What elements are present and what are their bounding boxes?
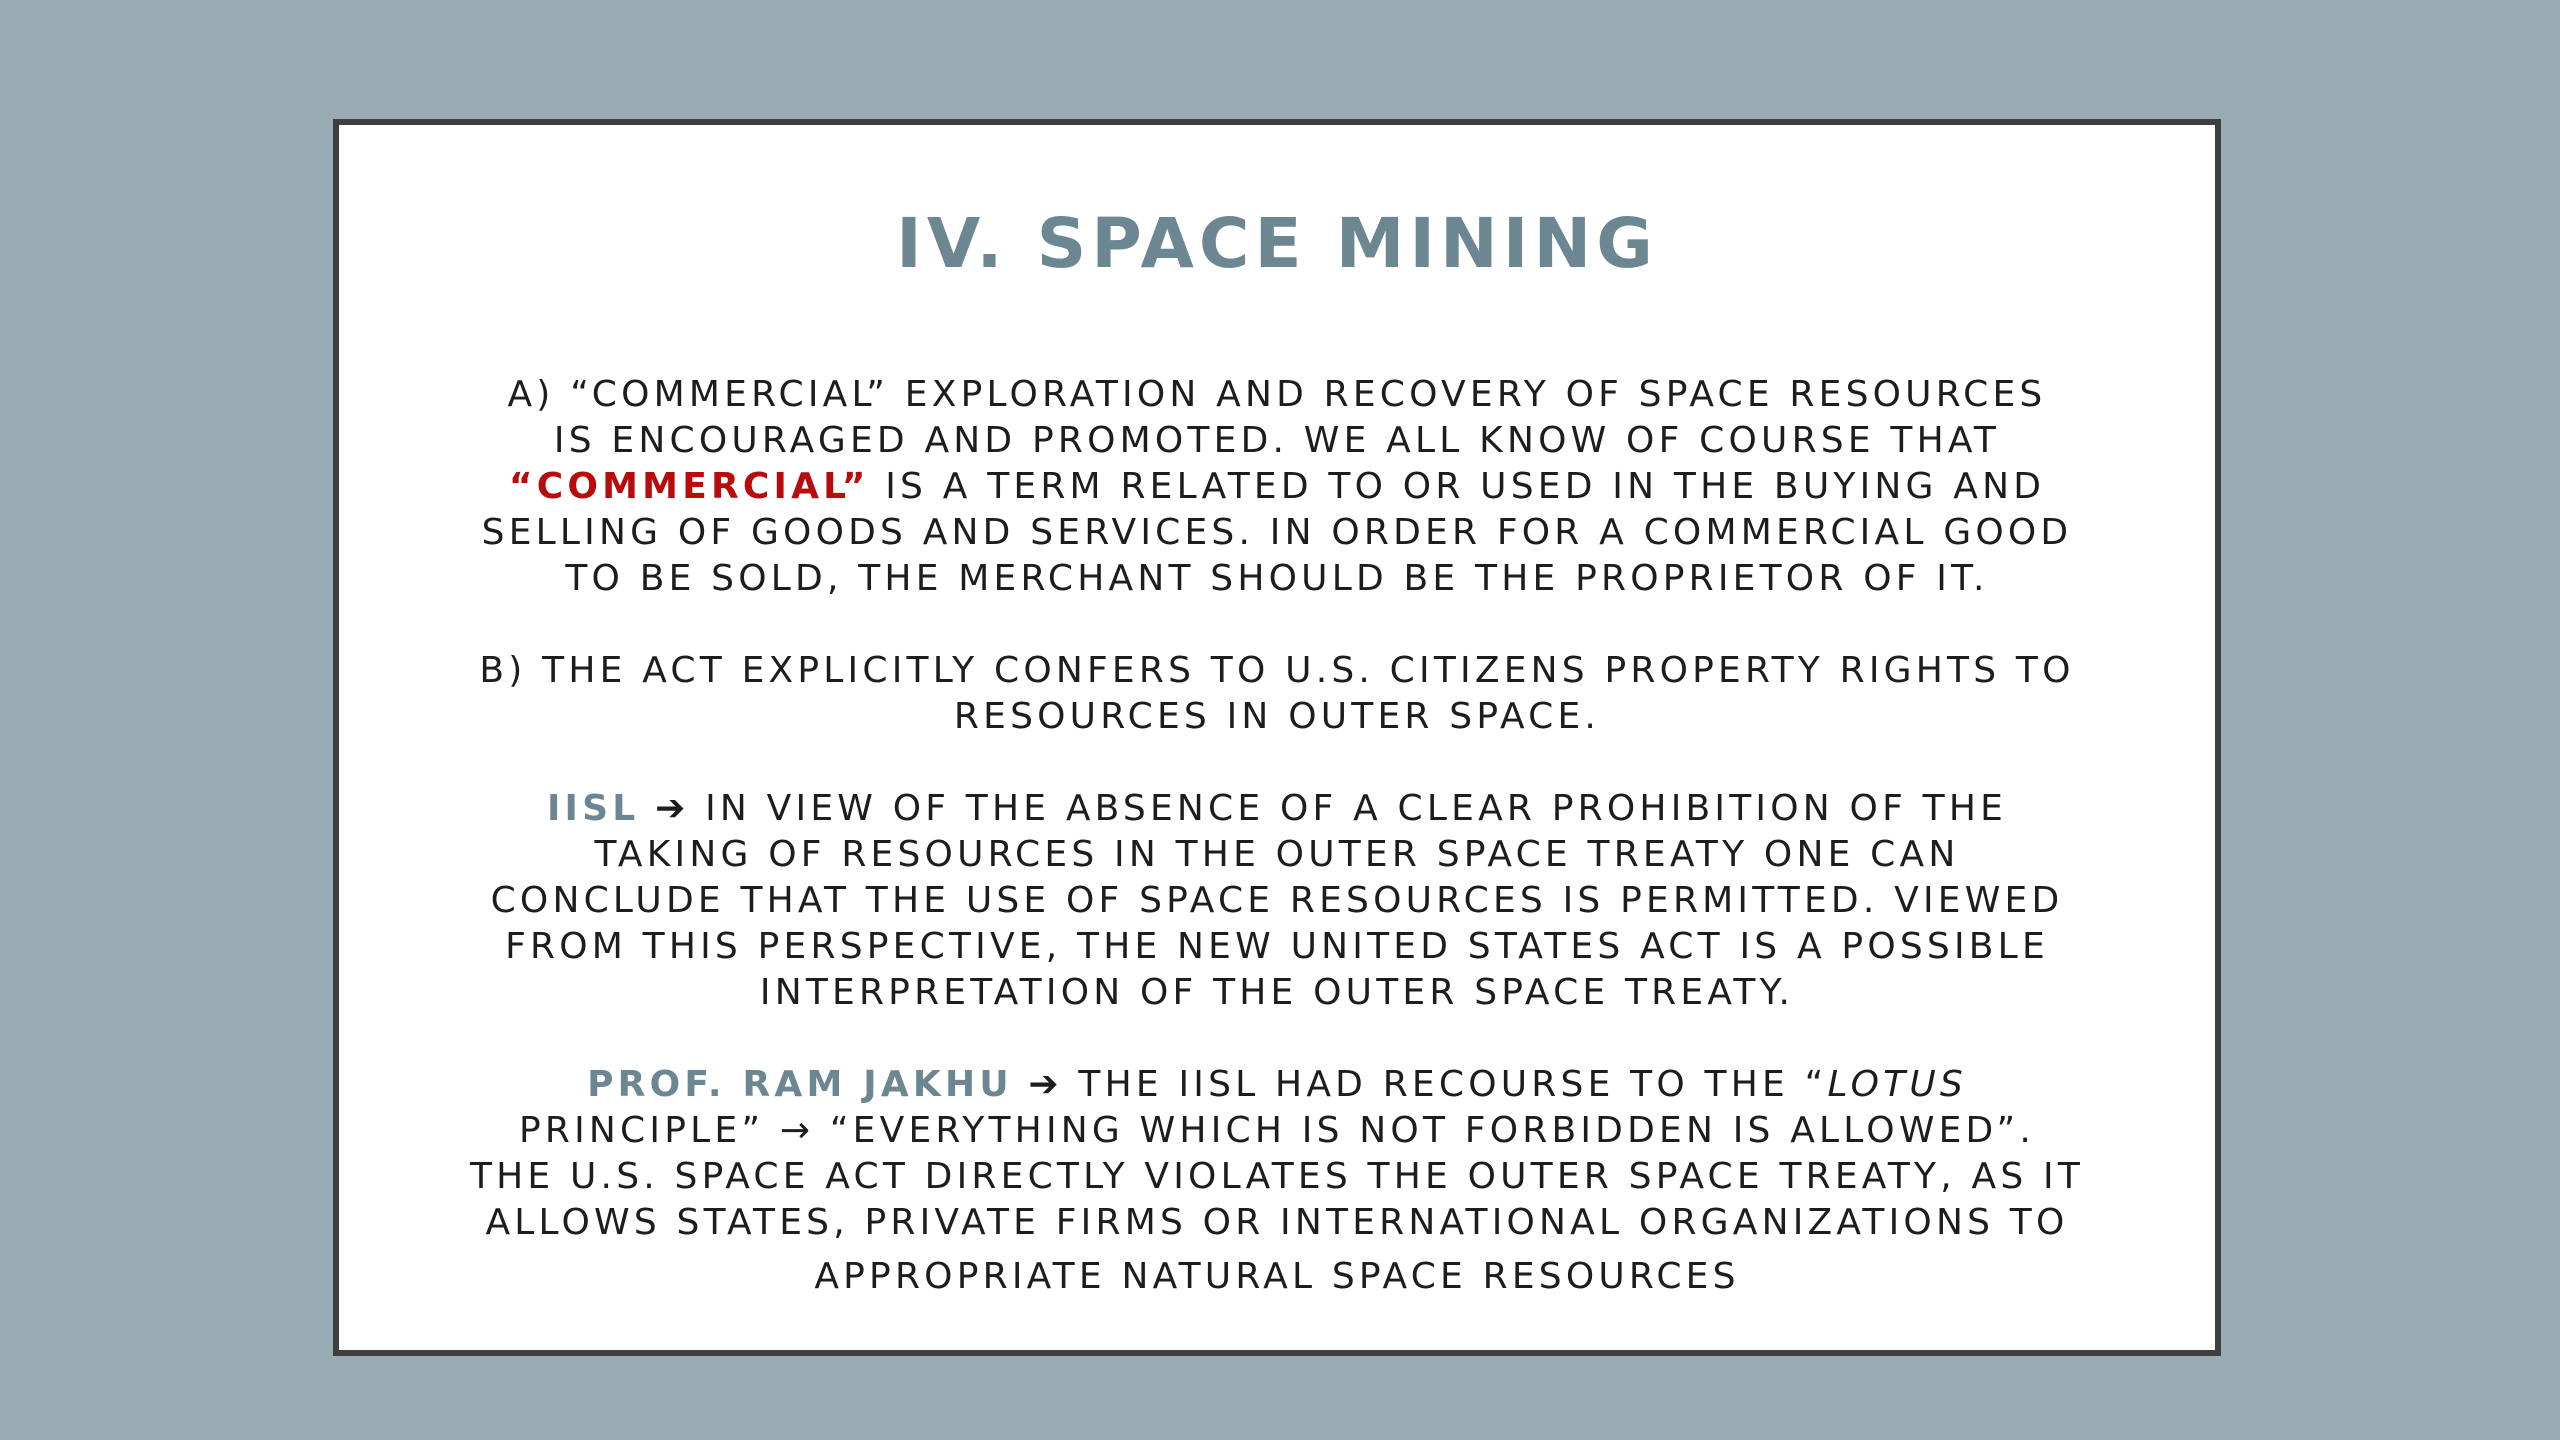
paragraph-a-line-3: [379, 464, 2175, 510]
paragraph-iisl-line-5: INTERPRETATION OF THE OUTER SPACE TREATY.: [759, 972, 1795, 1013]
paragraph-iisl-line-3: CONCLUDE THAT THE USE OF SPACE RESOURCES IS PERMITTED. VIEWED: [490, 880, 2064, 921]
right-arrow-icon: ➔: [655, 788, 690, 829]
paragraph-jakhu-line-1: [379, 1062, 2175, 1108]
paragraph-jakhu-line-1-rest: THE IISL HAD RECOURSE TO THE “: [1062, 1064, 1828, 1105]
paragraph-iisl: [379, 786, 2175, 1016]
paragraph-jakhu: [379, 1062, 2175, 1300]
paragraph-a-line-1: A) “COMMERCIAL” EXPLORATION AND RECOVERY OF SPACE RESOURCES: [507, 374, 2047, 415]
paragraph-a-line-5: TO BE SOLD, THE MERCHANT SHOULD BE THE PROPRIETOR OF IT.: [565, 558, 1989, 599]
paragraph-jakhu-line-2: PRINCIPLE” → “EVERYTHING WHICH IS NOT FORBIDDEN IS ALLOWED”.: [518, 1110, 2036, 1151]
jakhu-label: PROF. RAM JAKHU: [587, 1064, 1013, 1105]
slide-frame: [333, 119, 2221, 1356]
iisl-label: IISL: [546, 788, 640, 829]
paragraph-jakhu-line-4: ALLOWS STATES, PRIVATE FIRMS OR INTERNATIONAL ORGANIZATIONS TO: [485, 1202, 2069, 1243]
paragraph-a-line-4: SELLING OF GOODS AND SERVICES. IN ORDER FOR A COMMERCIAL GOOD: [481, 512, 2073, 553]
paragraph-jakhu-line-5: APPROPRIATE NATURAL SPACE RESOURCES: [814, 1256, 1740, 1297]
paragraph-a-line-2: IS ENCOURAGED AND PROMOTED. WE ALL KNOW OF COURSE THAT: [553, 420, 2001, 461]
paragraph-iisl-line-1: [379, 786, 2175, 832]
paragraph-jakhu-line-3: THE U.S. SPACE ACT DIRECTLY VIOLATES THE OUTER SPACE TREATY, AS IT: [469, 1156, 2085, 1197]
lotus-italic: LOTUS: [1827, 1064, 1967, 1105]
paragraph-iisl-line-2: TAKING OF RESOURCES IN THE OUTER SPACE TREATY ONE CAN: [594, 834, 1960, 875]
slide-title: IV. SPACE MINING: [896, 204, 1658, 284]
paragraph-iisl-line-4: FROM THIS PERSPECTIVE, THE NEW UNITED STATES ACT IS A POSSIBLE: [505, 926, 2049, 967]
commercial-highlight: “COMMERCIAL”: [508, 466, 870, 507]
paragraph-iisl-line-1-rest: IN VIEW OF THE ABSENCE OF A CLEAR PROHIBITION OF THE: [689, 788, 2008, 829]
paragraph-b-line-2: RESOURCES IN OUTER SPACE.: [953, 696, 1601, 737]
paragraph-b-line-1: B) THE ACT EXPLICITLY CONFERS TO U.S. CITIZENS PROPERTY RIGHTS TO: [479, 650, 2075, 691]
right-arrow-icon: ➔: [1028, 1064, 1063, 1105]
paragraph-a: [379, 372, 2175, 602]
paragraph-a-line-3-rest: IS A TERM RELATED TO OR USED IN THE BUYING AND: [869, 466, 2046, 507]
paragraph-b: [379, 648, 2175, 740]
